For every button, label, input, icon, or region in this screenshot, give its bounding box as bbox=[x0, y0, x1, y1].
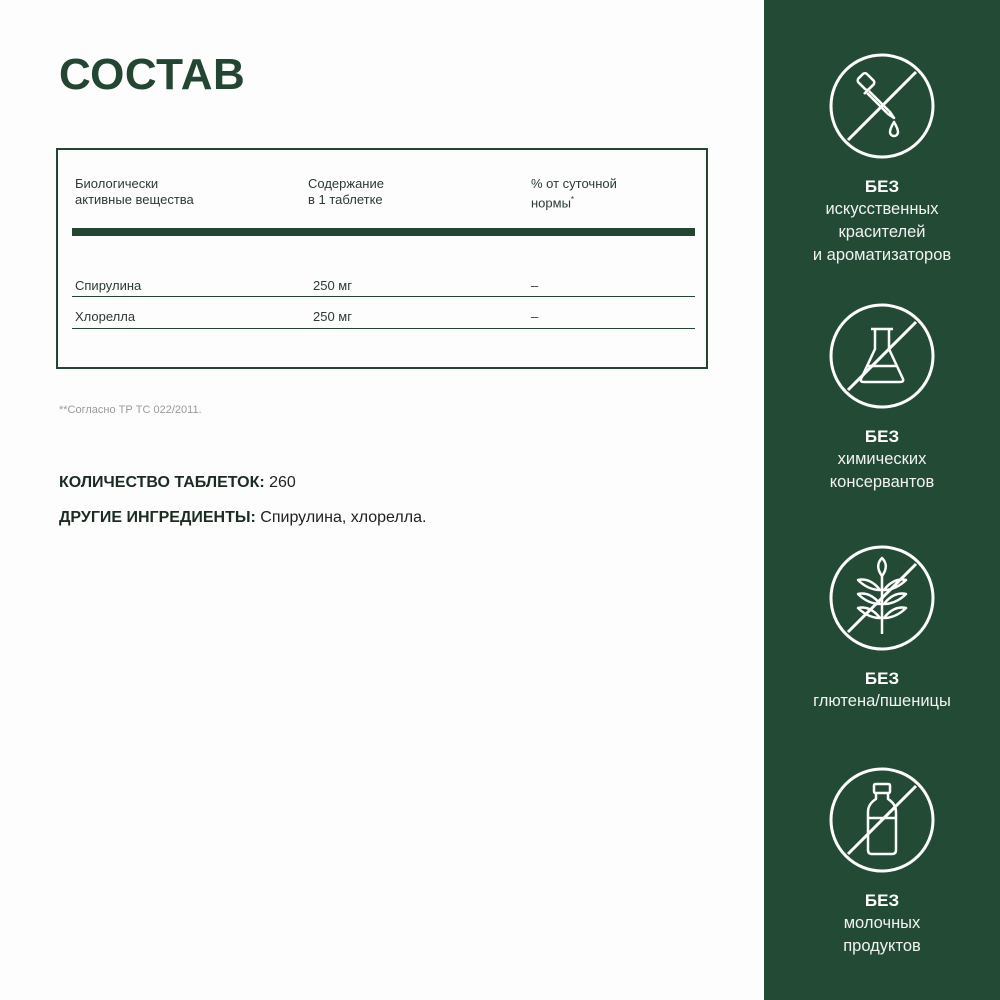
header-substances-line2: активные вещества bbox=[75, 192, 194, 207]
header-substances-line1: Биологически bbox=[75, 176, 159, 191]
footnote: **Согласно ТР ТС 022/2011. bbox=[59, 404, 202, 416]
tablet-count-label: КОЛИЧЕСТВО ТАБЛЕТОК: bbox=[59, 474, 265, 491]
header-substances bbox=[75, 176, 194, 208]
badge-2-title: БЕЗ bbox=[864, 427, 900, 446]
badge-1-line-2: красителей bbox=[838, 223, 926, 241]
row-1-amount: 250 мг bbox=[313, 278, 352, 293]
milk-bottle-crossed-icon bbox=[828, 766, 936, 874]
header-divider bbox=[72, 228, 695, 236]
row-1-percent: – bbox=[531, 278, 539, 293]
wheat-crossed-icon bbox=[828, 544, 936, 652]
row-2-name: Хлорелла bbox=[75, 309, 136, 324]
badge-1-line-1: искусственных bbox=[825, 200, 939, 218]
badge-1-title: БЕЗ bbox=[864, 177, 900, 196]
header-daily-percent bbox=[531, 176, 617, 211]
badge-4-title: БЕЗ bbox=[864, 891, 900, 910]
row-1-name: Спирулина bbox=[75, 278, 142, 293]
other-ingredients-value: Спирулина, хлорелла. bbox=[255, 509, 427, 526]
badge-no-preservatives bbox=[764, 302, 1000, 494]
header-percent-line1: % от суточной bbox=[531, 176, 617, 191]
badge-2-line-1: химических bbox=[837, 450, 927, 468]
header-percent-line2-text: нормы bbox=[531, 195, 571, 211]
other-ingredients-label: ДРУГИЕ ИНГРЕДИЕНТЫ: bbox=[59, 509, 256, 526]
other-ingredients bbox=[59, 509, 426, 527]
badge-no-dairy bbox=[764, 766, 1000, 958]
badge-4-line-1: молочных bbox=[843, 914, 921, 932]
header-content-line1: Содержание bbox=[308, 176, 384, 191]
header-content-line2: в 1 таблетке bbox=[308, 192, 383, 207]
tablet-count bbox=[59, 474, 296, 492]
header-percent-line2 bbox=[531, 192, 617, 211]
badge-4-line-2: продуктов bbox=[843, 937, 921, 955]
row-2-divider bbox=[72, 328, 695, 329]
badge-1-line-3: и ароматизаторов bbox=[812, 246, 952, 264]
row-2-percent: – bbox=[531, 309, 539, 324]
row-2-amount: 250 мг bbox=[313, 309, 352, 324]
badge-3-title: БЕЗ bbox=[864, 669, 900, 688]
features-sidebar bbox=[764, 0, 1000, 1000]
badge-no-gluten bbox=[764, 544, 1000, 713]
header-content bbox=[308, 176, 384, 208]
footnote-mark: * bbox=[570, 195, 575, 204]
badge-2-line-2: консервантов bbox=[829, 473, 935, 491]
badge-no-dyes bbox=[764, 52, 1000, 267]
page-title: СОСТАВ bbox=[59, 50, 246, 99]
dropper-crossed-icon bbox=[828, 52, 936, 160]
composition-table bbox=[56, 148, 708, 369]
flask-crossed-icon bbox=[828, 302, 936, 410]
tablet-count-value: 260 bbox=[264, 474, 296, 491]
badge-3-line-1: глютена/пшеницы bbox=[813, 692, 951, 710]
row-1-divider bbox=[72, 296, 695, 297]
